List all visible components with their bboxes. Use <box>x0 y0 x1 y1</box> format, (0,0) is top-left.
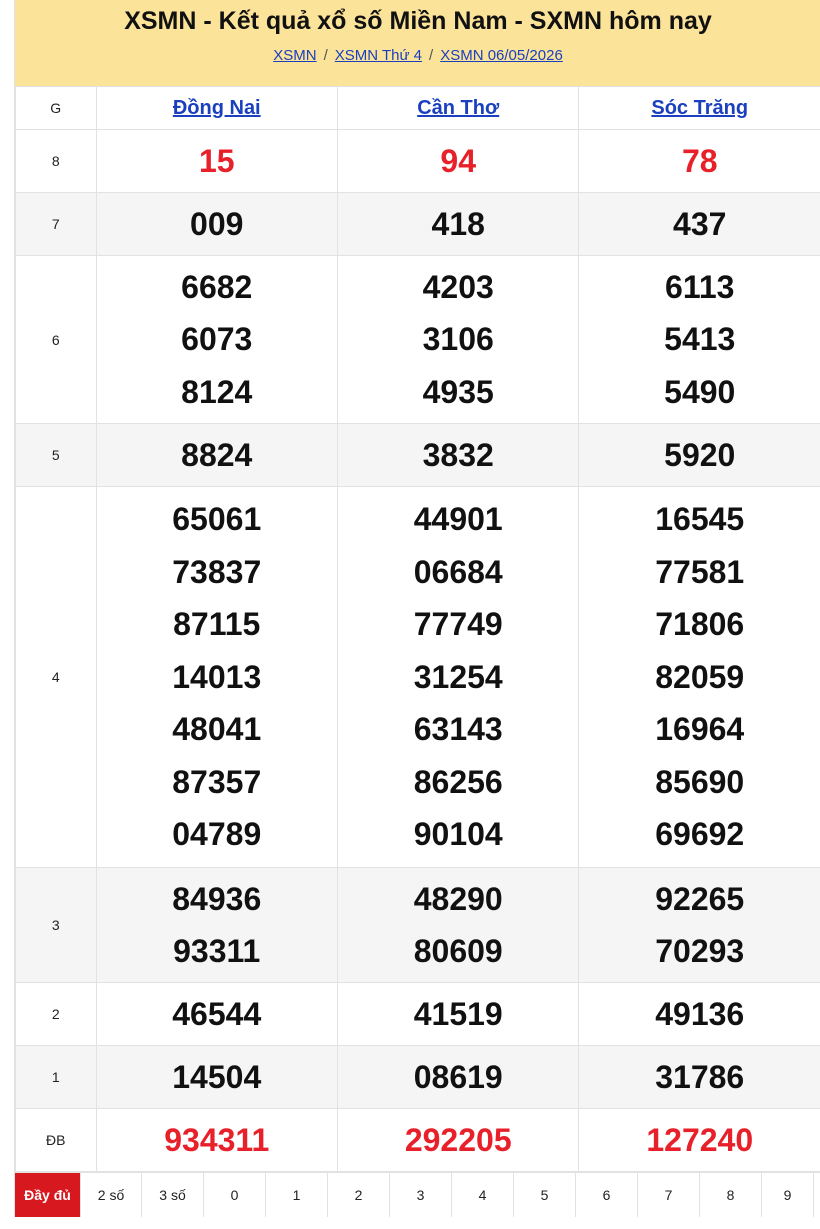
prize-label: 8 <box>16 130 97 193</box>
prize-cell <box>96 256 337 424</box>
prize-cell <box>96 1046 337 1109</box>
prize-cell <box>337 487 578 868</box>
filter-button[interactable]: 2 <box>328 1173 390 1217</box>
prize-number: 44901 <box>413 501 503 538</box>
prize-number: 73837 <box>172 553 262 590</box>
prize-rows <box>16 130 820 1172</box>
prize-number: 82059 <box>655 658 745 695</box>
prize-number: 92265 <box>655 880 745 917</box>
prize-number: 4935 <box>422 373 494 410</box>
prize-label: 7 <box>16 193 97 256</box>
breadcrumb <box>15 47 820 64</box>
province-link-soc-trang[interactable]: Sóc Trăng <box>651 96 749 119</box>
prize-cell <box>337 868 578 983</box>
prize-row <box>16 130 820 193</box>
filter-button[interactable]: 6 <box>576 1173 638 1217</box>
prize-number: 48041 <box>172 711 262 748</box>
prize-number: 14504 <box>172 1058 262 1095</box>
prize-cell <box>96 487 337 868</box>
prize-cell <box>579 256 820 424</box>
filter-button[interactable]: 0 <box>204 1173 266 1217</box>
prize-number: 8824 <box>181 436 253 473</box>
prize-column-header: G <box>16 87 97 130</box>
prize-row <box>16 1109 820 1172</box>
results-header <box>15 0 820 86</box>
prize-cell <box>337 1046 578 1109</box>
prize-cell <box>96 868 337 983</box>
prize-label: 2 <box>16 983 97 1046</box>
prize-row <box>16 1046 820 1109</box>
prize-number: 934311 <box>164 1121 270 1158</box>
prize-cell <box>96 1109 337 1172</box>
prize-number: 292205 <box>404 1121 512 1158</box>
prize-number: 6682 <box>181 268 253 305</box>
prize-number: 63143 <box>413 711 503 748</box>
prize-label: 5 <box>16 424 97 487</box>
prize-number: 49136 <box>655 995 745 1032</box>
prize-label: ĐB <box>16 1109 97 1172</box>
prize-number: 418 <box>431 205 485 242</box>
prize-number: 48290 <box>413 880 503 917</box>
prize-cell <box>579 193 820 256</box>
breadcrumb-link-weekday[interactable]: XSMN Thứ 4 <box>334 47 423 64</box>
prize-number: 94 <box>440 142 477 179</box>
prize-label: 4 <box>16 487 97 868</box>
prize-cell <box>337 130 578 193</box>
prize-number: 04789 <box>172 816 262 853</box>
breadcrumb-link-xsmn[interactable]: XSMN <box>273 47 317 64</box>
prize-number: 16545 <box>655 501 745 538</box>
prize-cell <box>337 1109 578 1172</box>
filter-button[interactable]: 9 <box>762 1173 814 1217</box>
prize-row <box>16 983 820 1046</box>
prize-number: 80609 <box>413 933 503 969</box>
prize-number: 46544 <box>172 995 262 1032</box>
prize-number: 69692 <box>655 816 745 853</box>
prize-number: 3832 <box>422 436 494 473</box>
prize-cell <box>579 1046 820 1109</box>
prize-number: 127240 <box>646 1121 754 1158</box>
prize-number: 6113 <box>665 268 735 305</box>
filter-full-button[interactable]: Đầy đủ <box>15 1173 81 1217</box>
filter-button[interactable]: 4 <box>452 1173 514 1217</box>
prize-cell <box>579 868 820 983</box>
province-header <box>96 87 337 130</box>
prize-label: 3 <box>16 868 97 983</box>
prize-label: 1 <box>16 1046 97 1109</box>
prize-number: 15 <box>198 142 235 179</box>
prize-cell <box>96 193 337 256</box>
prize-number: 8124 <box>181 373 253 410</box>
prize-row <box>16 868 820 983</box>
prize-number: 78 <box>681 142 718 179</box>
filter-button[interactable]: 8 <box>700 1173 762 1217</box>
prize-cell <box>337 193 578 256</box>
prize-number: 85690 <box>655 763 745 800</box>
prize-number: 4203 <box>422 268 494 305</box>
results-table <box>15 86 820 1172</box>
province-header <box>337 87 578 130</box>
prize-row <box>16 256 820 424</box>
prize-row <box>16 424 820 487</box>
prize-cell <box>337 424 578 487</box>
table-header-row <box>16 87 820 130</box>
prize-number: 5920 <box>664 436 736 473</box>
filter-button[interactable]: 3 số <box>142 1173 204 1217</box>
prize-number: 31786 <box>655 1058 745 1095</box>
prize-cell <box>337 983 578 1046</box>
prize-number: 86256 <box>413 763 503 800</box>
prize-cell <box>96 983 337 1046</box>
prize-number: 90104 <box>413 816 503 853</box>
filter-button[interactable]: 2 số <box>81 1173 142 1217</box>
prize-number: 16964 <box>655 711 745 748</box>
prize-cell <box>579 983 820 1046</box>
breadcrumb-link-date[interactable]: XSMN 06/05/2026 <box>440 47 563 64</box>
filter-button[interactable]: 7 <box>638 1173 700 1217</box>
prize-number: 5490 <box>664 373 736 410</box>
prize-number: 3106 <box>422 321 494 358</box>
prize-number: 41519 <box>413 995 503 1032</box>
prize-number: 6073 <box>181 321 253 358</box>
province-link-dong-nai[interactable]: Đồng Nai <box>172 96 261 119</box>
prize-number: 06684 <box>413 553 503 590</box>
prize-cell <box>579 424 820 487</box>
filter-button[interactable]: 1 <box>266 1173 328 1217</box>
breadcrumb-separator: / <box>429 47 434 64</box>
prize-label: 6 <box>16 256 97 424</box>
filter-button[interactable]: 3 <box>390 1173 452 1217</box>
prize-number: 14013 <box>172 658 262 695</box>
prize-number: 65061 <box>172 501 262 538</box>
prize-number: 84936 <box>172 880 262 917</box>
prize-number: 77581 <box>655 553 745 590</box>
province-link-can-tho[interactable]: Cần Thơ <box>417 96 500 119</box>
prize-number: 87115 <box>173 606 261 643</box>
results-box <box>14 0 820 1217</box>
prize-number: 437 <box>673 205 727 242</box>
province-header <box>579 87 820 130</box>
prize-cell <box>96 130 337 193</box>
prize-cell <box>579 487 820 868</box>
prize-number: 31254 <box>413 658 503 695</box>
filter-button[interactable]: 5 <box>514 1173 576 1217</box>
prize-number: 87357 <box>172 763 262 800</box>
page-title: XSMN - Kết quả xổ số Miền Nam - SXMN hôm nay <box>124 7 712 35</box>
prize-row <box>16 193 820 256</box>
prize-cell <box>579 130 820 193</box>
prize-number: 70293 <box>655 933 745 969</box>
prize-cell <box>579 1109 820 1172</box>
prize-cell <box>337 256 578 424</box>
prize-number: 77749 <box>413 606 503 643</box>
prize-number: 71806 <box>655 606 745 643</box>
prize-cell <box>96 424 337 487</box>
prize-row <box>16 487 820 868</box>
prize-number: 009 <box>190 205 244 242</box>
digit-filter-bar <box>15 1172 820 1217</box>
prize-number: 08619 <box>413 1058 503 1095</box>
breadcrumb-separator: / <box>323 47 328 64</box>
prize-number: 93311 <box>173 933 261 969</box>
prize-number: 5413 <box>664 321 736 358</box>
